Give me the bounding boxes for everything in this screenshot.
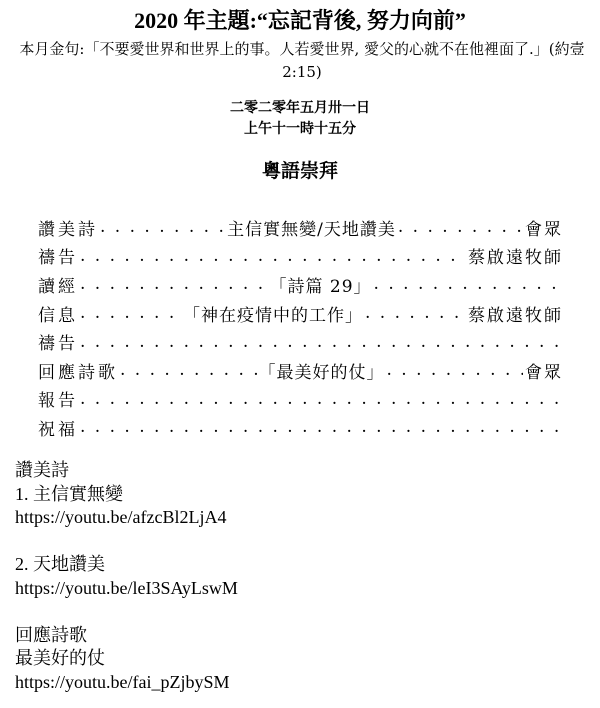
order-item-title: 主信實無變/天地讚美 xyxy=(227,219,396,240)
order-item-name: 讚美詩 xyxy=(38,219,98,240)
service-time: 上午十一時十五分 xyxy=(244,121,356,137)
order-item-leader: 蔡啟遠牧師 xyxy=(468,305,563,326)
hymn-1-link[interactable]: https://youtu.be/afzcBl2LjA4 xyxy=(15,507,227,527)
order-item-response-song xyxy=(38,356,563,385)
order-item-name: 祝福 xyxy=(38,419,78,440)
service-date: 二零二零年五月卅一日 xyxy=(230,100,370,116)
order-item-prayer xyxy=(38,242,563,271)
leader-dots xyxy=(387,360,524,380)
page-title: 2020 年主題:“忘記背後, 努力向前” xyxy=(134,8,466,33)
hymn-2-title: 2. 天地讚美 xyxy=(15,554,105,574)
order-item-hymn xyxy=(38,213,563,242)
response-heading: 回應詩歌 xyxy=(15,624,87,645)
spacer xyxy=(15,600,595,624)
order-item-name: 讀經 xyxy=(38,276,78,297)
order-item-name: 回應詩歌 xyxy=(38,362,118,383)
order-item-title: 「神在疫情中的工作」 xyxy=(183,305,363,326)
order-item-message xyxy=(38,299,563,328)
order-item-prayer-2 xyxy=(38,327,563,356)
leader-dots xyxy=(100,217,225,237)
order-item-name: 禱告 xyxy=(38,334,78,355)
response-song-link[interactable]: https://youtu.be/fai_pZjbySM xyxy=(15,671,230,692)
order-of-service xyxy=(38,213,563,442)
hymn-1-title: 1. 主信實無變 xyxy=(15,483,123,504)
order-item-leader: 蔡啟遠牧師 xyxy=(468,248,563,269)
order-item-leader: 會眾 xyxy=(524,219,563,240)
leader-dots xyxy=(80,246,466,266)
hymns-heading: 讚美詩 xyxy=(15,460,69,480)
order-item-name: 信息 xyxy=(38,305,78,326)
order-item-name: 禱告 xyxy=(38,248,78,269)
service-datetime xyxy=(0,98,600,140)
service-name: 粵語崇拜 xyxy=(261,160,338,182)
leader-dots xyxy=(80,303,181,323)
leader-dots xyxy=(374,274,561,294)
leader-dots xyxy=(80,274,267,294)
leader-dots xyxy=(120,360,257,380)
order-item-announcements xyxy=(38,385,563,414)
order-item-leader: 會眾 xyxy=(525,362,563,383)
leader-dots xyxy=(80,332,561,352)
order-item-name: 報告 xyxy=(38,391,78,412)
hymn-links xyxy=(15,459,595,694)
leader-dots xyxy=(398,217,523,237)
leader-dots xyxy=(80,389,561,409)
order-item-title: 「最美好的仗」 xyxy=(258,362,385,383)
monthly-verse: 本月金句:「不要愛世界和世界上的事。人若愛世界, 愛父的心就不在他裡面了.」(約壹 2:15) xyxy=(19,40,585,81)
leader-dots xyxy=(80,417,561,437)
hymn-2-link[interactable]: https://youtu.be/leI3SAyLswM xyxy=(15,577,238,598)
order-item-benediction xyxy=(38,413,563,442)
order-item-reading xyxy=(38,270,563,299)
response-song-title: 最美好的仗 xyxy=(15,648,105,668)
leader-dots xyxy=(365,303,466,323)
spacer xyxy=(15,530,595,554)
order-item-title: 「詩篇 29」 xyxy=(269,276,372,297)
